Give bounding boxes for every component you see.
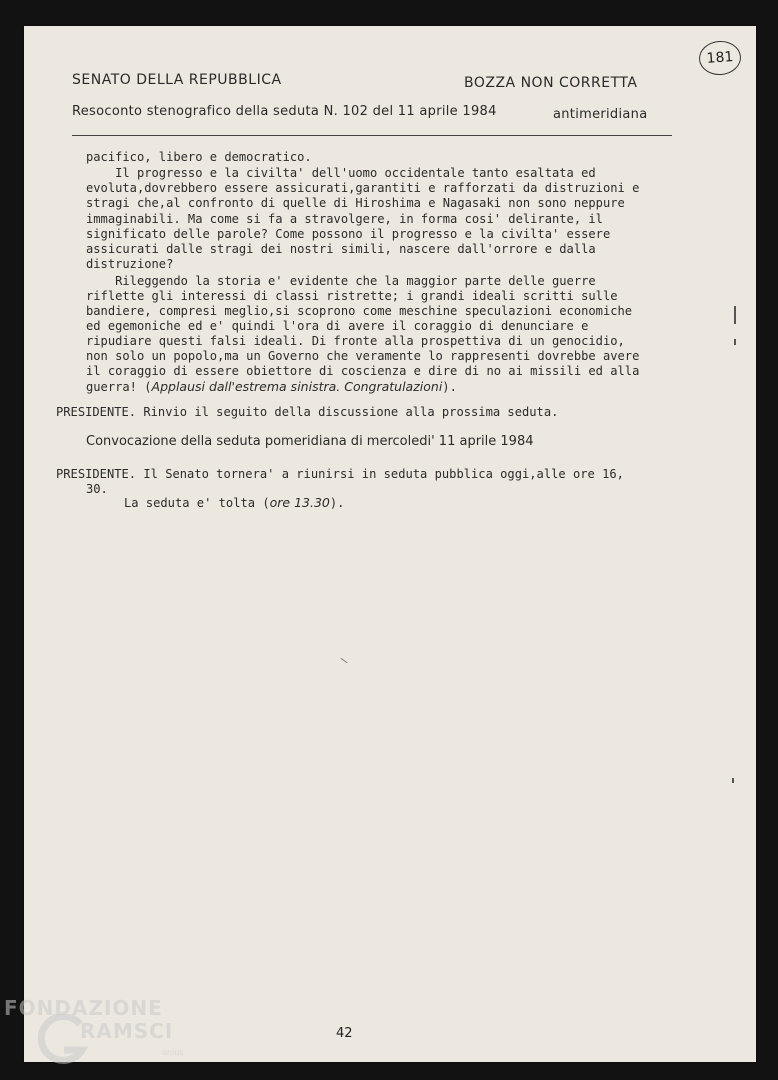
watermark-line1: FONDAZIONE bbox=[4, 996, 163, 1020]
closing-time: ore 13.30 bbox=[269, 495, 330, 510]
header-rule bbox=[72, 135, 672, 136]
closing-end: ). bbox=[329, 496, 345, 510]
president-adjourn: PRESIDENTE. Rinvio il seguito della discussione alla prossima seduta. bbox=[56, 405, 559, 419]
body-line: stragi che,al confronto di quelle di Hiroshima e Nagasaki non sono neppure bbox=[86, 196, 625, 210]
session-closed bbox=[124, 495, 344, 511]
body-line: Rileggendo la storia e' evidente che la maggior parte delle guerre bbox=[86, 274, 596, 288]
body-line: il coraggio di essere obiettore di coscienza e dire di no ai missili ed alla bbox=[86, 364, 640, 378]
applause-note: Applausi dall'estrema sinistra. Congratulazioni bbox=[151, 379, 443, 394]
watermark-line2: RAMSCI bbox=[80, 1019, 174, 1043]
margin-mark bbox=[734, 339, 736, 345]
body-line: assicurati dalle stragi dei nostri simili, nascere dall'orrore e dalla bbox=[86, 242, 596, 256]
paper-speck bbox=[340, 658, 347, 663]
body-line: Il progresso e la civilta' dell'uomo occidentale tanto esaltata ed bbox=[86, 166, 596, 180]
body-line: riflette gli interessi di classi ristrette; i grandi ideali scritti sulle bbox=[86, 289, 618, 303]
president-announcement: PRESIDENTE. Il Senato tornera' a riunirsi in seduta pubblica oggi,alle ore 16, bbox=[56, 467, 624, 481]
watermark-small: onlus bbox=[162, 1048, 184, 1057]
body-line: ripudiare questi falsi ideali. Di fronte alla prospettiva di un genocidio, bbox=[86, 334, 625, 348]
body-last-line bbox=[86, 379, 457, 395]
report-title: Resoconto stenografico della seduta N. 102 del 11 aprile 1984 bbox=[72, 104, 497, 119]
folio-stamp: 181 bbox=[698, 40, 742, 77]
document-page bbox=[24, 26, 756, 1062]
body-line: immaginabili. Ma come si fa a stravolgere, in forma cosi' delirante, il bbox=[86, 212, 603, 226]
body-line: pacifico, libero e democratico. bbox=[86, 150, 312, 164]
session-label: antimeridiana bbox=[553, 107, 648, 122]
draft-status: BOZZA NON CORRETTA bbox=[464, 75, 638, 91]
body-line: significato delle parole? Come possono il progresso e la civilta' essere bbox=[86, 227, 611, 241]
body-line: bandiere, compresi meglio,si scoprono come meschine speculazioni economiche bbox=[86, 304, 633, 318]
last-line-text: guerra! ( bbox=[86, 380, 152, 394]
last-line-end: ). bbox=[442, 380, 457, 394]
watermark-logo bbox=[4, 996, 204, 1076]
margin-mark bbox=[732, 778, 734, 783]
institution-header: SENATO DELLA REPUBBLICA bbox=[72, 72, 282, 88]
margin-mark bbox=[734, 306, 736, 324]
body-line: distruzione? bbox=[86, 257, 174, 271]
body-line: non solo un popolo,ma un Governo che veramente lo rappresenti dovrebbe avere bbox=[86, 349, 640, 363]
president-announcement-cont: 30. bbox=[86, 482, 108, 496]
body-line: ed egemoniche ed e' quindi l'ora di avere il coraggio di denunciare e bbox=[86, 319, 589, 333]
body-line: evoluta,dovrebbero essere assicurati,garantiti e rafforzati da distruzioni e bbox=[86, 181, 640, 195]
page-number: 42 bbox=[336, 1026, 353, 1041]
convocation-heading: Convocazione della seduta pomeridiana di mercoledi' 11 aprile 1984 bbox=[86, 434, 534, 449]
closing-text: La seduta e' tolta ( bbox=[124, 496, 270, 510]
